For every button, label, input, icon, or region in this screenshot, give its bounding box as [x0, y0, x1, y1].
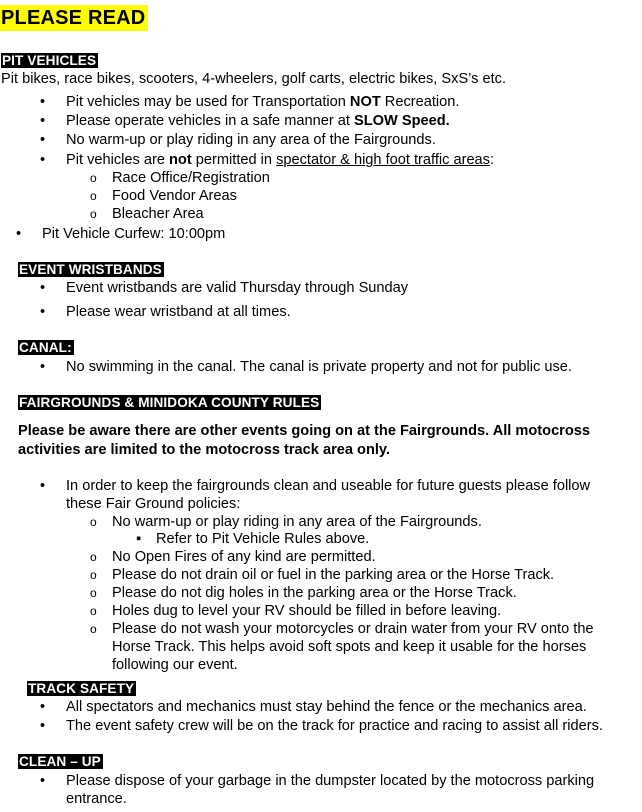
sub-list-item-continued: following our event. — [112, 657, 238, 673]
track-safety-header: TRACK SAFETY — [28, 681, 135, 696]
wristbands-header: EVENT WRISTBANDS — [19, 262, 162, 277]
list-item-continued: these Fair Ground policies: — [66, 496, 241, 512]
page-title: PLEASE READ — [0, 5, 148, 31]
list-item-continued: entrance. — [66, 791, 127, 807]
sub-list-item: o Please do not wash your motorcycles or drain water from your RV onto the — [112, 620, 594, 638]
sub-list-item: o Race Office/Registration — [112, 169, 270, 187]
sub-sub-list-item: ▪ Refer to Pit Vehicle Rules above. — [156, 530, 369, 548]
sub-list-item-continued: Horse Track. This helps avoid soft spots and keep it usable for the horses — [112, 639, 587, 655]
list-item: • Please dispose of your garbage in the dumpster located by the motocross parking — [66, 772, 594, 790]
list-item: • The event safety crew will be on the track for practice and racing to assist all riders. — [66, 717, 603, 735]
list-item: • Event wristbands are valid Thursday through Sunday — [66, 279, 408, 297]
pit-vehicles-intro: Pit bikes, race bikes, scooters, 4-wheelers, golf carts, electric bikes, SxS’s etc. — [1, 71, 507, 87]
list-item: • No swimming in the canal. The canal is private property and not for public use. — [66, 358, 572, 376]
sub-list-item: o Please do not dig holes in the parking area or the Horse Track. — [112, 584, 517, 602]
sub-list-item: o Please do not drain oil or fuel in the parking area or the Horse Track. — [112, 566, 554, 584]
pit-vehicles-header: PIT VEHICLES — [2, 53, 97, 68]
cleanup-header: CLEAN – UP — [19, 754, 101, 769]
list-item: • Pit vehicles may be used for Transportation NOT Recreation. — [66, 93, 459, 111]
sub-list-item: o No warm-up or play riding in any area of the Fairgrounds. — [112, 513, 482, 531]
list-item: • Please operate vehicles in a safe manner at SLOW Speed. — [66, 112, 450, 130]
fairgrounds-header: FAIRGROUNDS & MINIDOKA COUNTY RULES — [19, 395, 320, 410]
sub-list-item: o Bleacher Area — [112, 205, 204, 223]
list-item: • In order to keep the fairgrounds clean and useable for future guests please follow — [66, 477, 590, 495]
list-item: • Pit vehicles are not permitted in spectator & high foot traffic areas: — [66, 151, 494, 169]
list-item: • All spectators and mechanics must stay behind the fence or the mechanics area. — [66, 698, 587, 716]
sub-list-item: o No Open Fires of any kind are permitted. — [112, 548, 376, 566]
list-item: • Please wear wristband at all times. — [66, 303, 291, 321]
sub-list-item: o Holes dug to level your RV should be filled in before leaving. — [112, 602, 501, 620]
canal-header: CANAL: — [19, 340, 72, 355]
list-item: • No warm-up or play riding in any area of the Fairgrounds. — [66, 131, 436, 149]
sub-list-item: o Food Vendor Areas — [112, 187, 237, 205]
fairgrounds-notice: Please be aware there are other events going on at the Fairgrounds. All motocross activities are limited to the motocross track area only. — [18, 423, 591, 458]
curfew-item: • Pit Vehicle Curfew: 10:00pm — [42, 225, 225, 243]
